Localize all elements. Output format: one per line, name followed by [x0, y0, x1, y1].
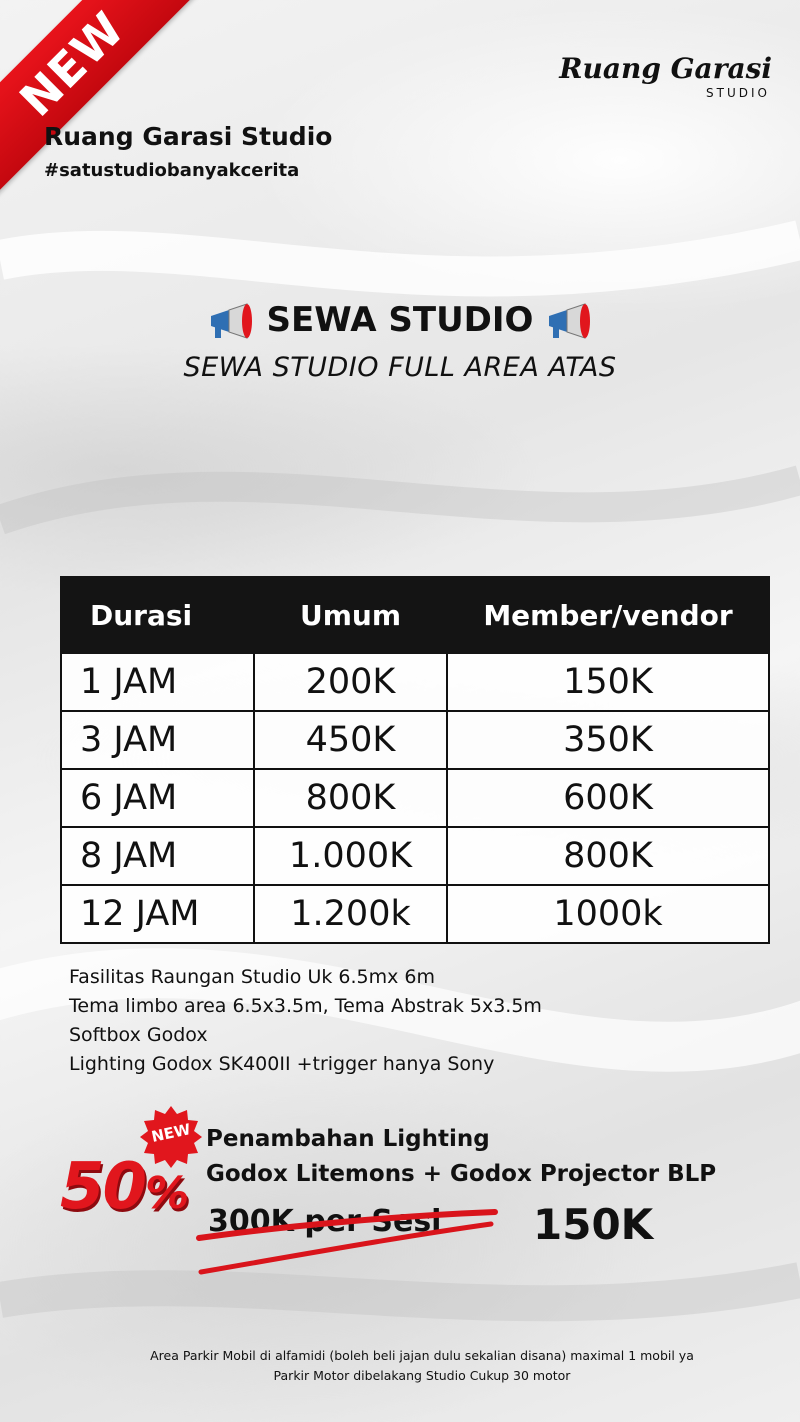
table-row	[61, 827, 769, 885]
parking-info	[0, 1346, 800, 1386]
header-umum: Umum	[254, 577, 447, 653]
duration-cell: 1 JAM	[61, 653, 254, 711]
facility-item: Tema limbo area 6.5x3.5m, Tema Abstrak 5x3.5m	[69, 995, 542, 1017]
logo-sub-text: STUDIO	[706, 86, 770, 100]
member-price-cell: 800K	[447, 827, 769, 885]
facility-item: Fasilitas Raungan Studio Uk 6.5mx 6m	[69, 966, 436, 988]
logo-script-text: Ruang Garasi	[559, 52, 772, 85]
table-row	[61, 885, 769, 943]
member-price-cell: 600K	[447, 769, 769, 827]
promo-heading: Penambahan Lighting	[206, 1126, 490, 1152]
header-durasi: Durasi	[61, 577, 254, 653]
promo-product: Godox Litemons + Godox Projector BLP	[206, 1161, 717, 1187]
hashtag: #satustudiobanyakcerita	[44, 160, 300, 181]
parking-motor-note: Parkir Motor dibelakang Studio Cukup 30 motor	[273, 1368, 571, 1383]
table-header-row	[61, 577, 769, 653]
megaphone-icon	[545, 302, 593, 342]
strikethrough-mark	[195, 1198, 505, 1278]
title-row	[0, 300, 800, 342]
facility-item: Lighting Godox SK400II +trigger hanya Sony	[69, 1053, 495, 1075]
discount-graphic	[60, 1150, 187, 1224]
studio-logo	[559, 52, 776, 104]
table-row	[61, 769, 769, 827]
new-badge-label: NEW	[149, 1120, 193, 1146]
old-price: 300K per Sesi	[208, 1204, 442, 1239]
duration-cell: 12 JAM	[61, 885, 254, 943]
member-price-cell: 1000k	[447, 885, 769, 943]
table-row	[61, 653, 769, 711]
new-ribbon	[0, 0, 220, 220]
price-table	[60, 576, 770, 944]
member-price-cell: 150K	[447, 653, 769, 711]
discount-symbol: %	[145, 1168, 188, 1219]
general-price-cell: 1.200k	[254, 885, 447, 943]
studio-name: Ruang Garasi Studio	[44, 122, 333, 151]
new-ribbon-label: NEW	[0, 0, 205, 197]
facilities-list	[69, 963, 542, 1079]
megaphone-icon	[207, 302, 255, 342]
parking-car-note: Area Parkir Mobil di alfamidi (boleh beli jajan dulu sekalian disana) maximal 1 mobil ya	[150, 1348, 694, 1363]
general-price-cell: 1.000K	[254, 827, 447, 885]
duration-cell: 8 JAM	[61, 827, 254, 885]
table-row	[61, 711, 769, 769]
discount-number: 50	[60, 1150, 146, 1224]
duration-cell: 3 JAM	[61, 711, 254, 769]
duration-cell: 6 JAM	[61, 769, 254, 827]
page-title: SEWA STUDIO	[266, 300, 534, 340]
header-member-vendor: Member/vendor	[447, 577, 769, 653]
general-price-cell: 800K	[254, 769, 447, 827]
new-price: 150K	[533, 1200, 654, 1249]
general-price-cell: 200K	[254, 653, 447, 711]
general-price-cell: 450K	[254, 711, 447, 769]
page-subtitle: SEWA STUDIO FULL AREA ATAS	[183, 352, 617, 383]
member-price-cell: 350K	[447, 711, 769, 769]
facility-item: Softbox Godox	[69, 1024, 208, 1046]
